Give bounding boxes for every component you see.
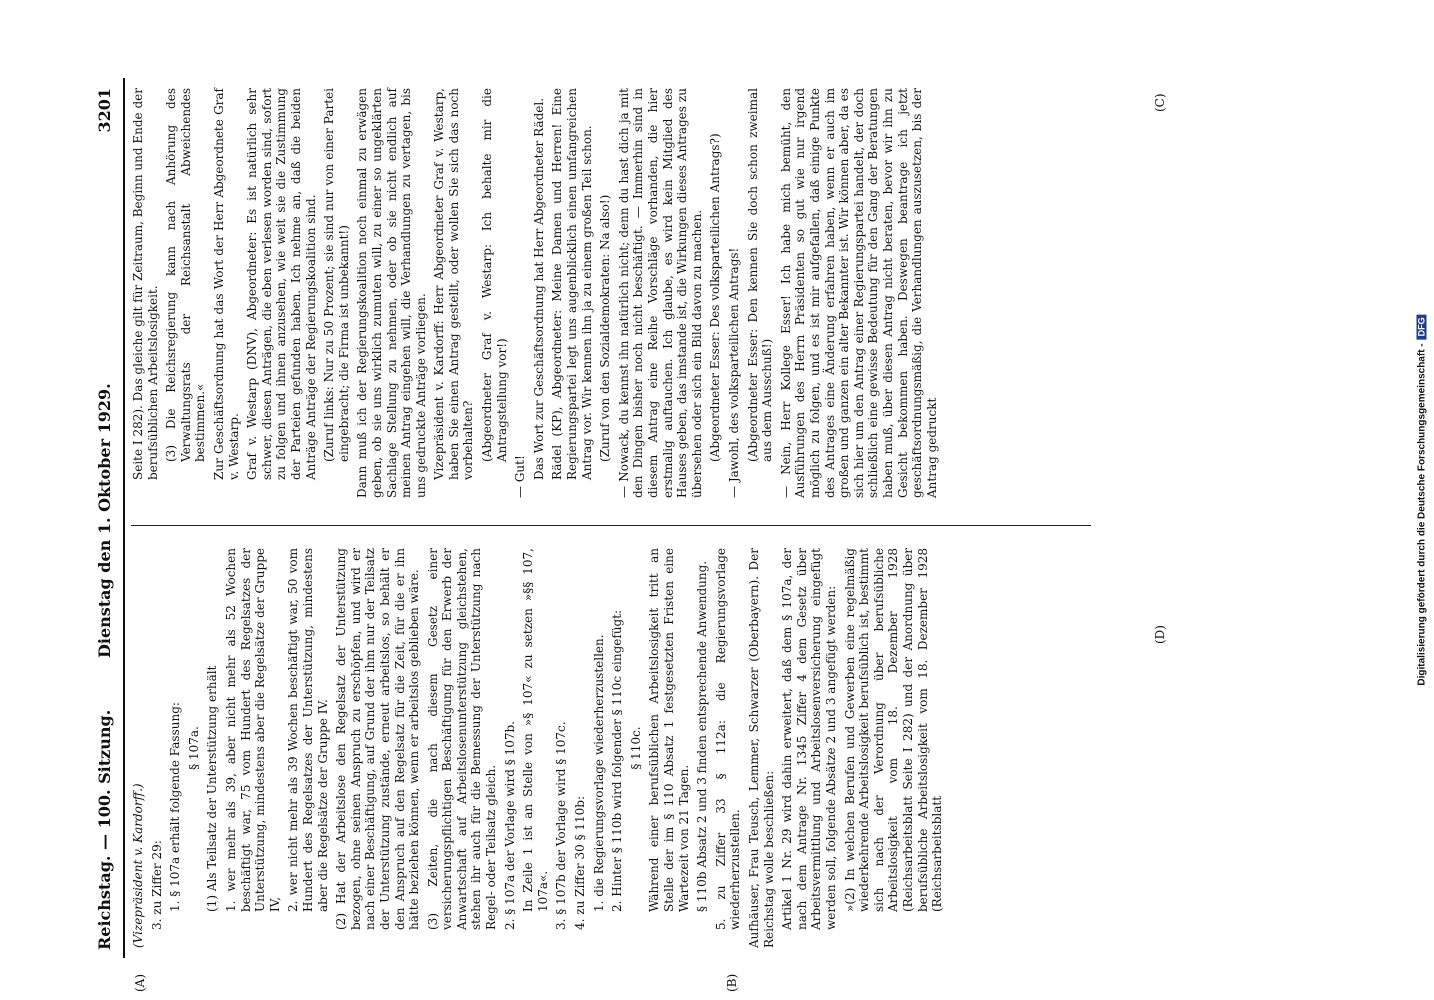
right-column [131,88,943,498]
left-column-paragraph: 1. wer mehr als 39, aber nicht mehr als 52 Wochen beschäftigt war, 75 vom Hundert des Regelsatzes der Unterstützung, mindestens aber die Regelsätze der Gruppe IV, [223,548,282,912]
left-column-paragraph: 1. § 107a erhält folgende Fassung: [168,702,183,912]
rotated-page-content [85,78,1175,992]
margin-mark-b: (B) [725,973,739,992]
left-column-paragraph: 5. zu Ziffer 33 § 112a: die Regierungsvorlage wiederherzustellen. [713,548,743,930]
right-column-paragraph: (3) Die Reichsregierung kann nach Anhörung des Verwaltungsrats der Reichsanstalt Abweichendes bestimmen.« [164,88,208,462]
left-column-paragraph: § 107a. [186,726,201,770]
right-column-paragraph: Das Wort zur Geschäftsordnung hat Herr Abgeordneter Rädel. [531,97,546,480]
left-column-paragraph: 1. die Regierungsvorlage wiederherzustellen. [591,634,606,912]
right-column-paragraph: (Abgeordneter Esser: Des volksparteilichen Antrags?) [708,133,723,462]
right-column-paragraph: Graf v. Westarp (DNV), Abgeordneter: Es ist natürlich sehr schwer, diesen Anträgen, die eben verlesen worden sind, sofort zu folgen und ihnen anzusehen, wie weit sie die Zustimmung der Parteien gefunden haben. Ich nehme an, daß die beiden Anträge Anträge der Regierungskoalition sind. [245,88,318,480]
left-column-paragraph: 4. zu Ziffer 30 § 110b: [573,795,588,930]
dfg-logo: DFG [1417,314,1427,339]
right-column-paragraph: Dann muß ich der Regierungskoalition noch einmal zu erwägen geben, ob sie uns wirklich zumuten will, zu einer so ungeklärten Sachlage Stellung zu nehmen, oder ob sie nicht endlich auf meinen Antrag eingehen will, die Verhandlungen zu vertagen, bis uns gedruckte Anträge vorliegen. [355,88,428,498]
left-column-paragraph: Artikel 1 Nr. 29 wird dahin erweitert, daß dem § 107a, der nach dem Antrage Nr. 1345 Ziffer 4 dem Gesetz über Arbeitsvermittlung und Arbeitslosenversicherung eingefügt werden soll, folgende Absätze 2 und 3 angefügt werden: [780,548,838,930]
right-column-paragraph: Zur Geschäftsordnung hat das Wort der Herr Abgeordnete Graf v. Westarp. [211,88,241,480]
right-column-paragraph: — Jawohl, des volksparteilichen Antrags! [726,247,741,498]
left-column-paragraph: Aufhäuser, Frau Teusch, Lemmer, Schwarzer (Oberbayern). Der Reichstag wolle beschließen: [746,548,776,948]
left-column-paragraph: § 110b Absatz 2 und 3 finden entsprechende Anwendung. [695,560,710,912]
digitization-note [1417,314,1428,685]
left-column-paragraph: (3) Zeiten, die nach diesem Gesetz einer versicherungspflichtigen Beschäftigung für den Erwerb der Anwartschaft auf Arbeitslosenunterstützung gleichstehen, stehen ihr auch für die Bemessung der Unterstützung nach Regel- oder Teilsatz gleich. [425,548,499,930]
left-column-paragraph: § 110c. [628,726,643,770]
right-column-paragraph: — Nein, Herr Kollege Esser! Ich habe mich bemüht, den Ausführungen des Herrn Präsidenten so gut wie nur irgend möglich zu folgen, und es ist mir aufgefallen, daß einige Punkte des Antrages eine Änderung erfahren haben, wenn er auch im großen und ganzen ein alter Bekannter ist. Wir können aber, da es sich hier um den Antrag einer Regierungspartei handelt, der doch schließlich eine gewisse Bedeutung für den Gang der Beratungen haben muß, über diesen Antrag nicht beraten, bevor wir ihn zu Gesicht bekommen haben. Deswegen beantrage ich jetzt geschäftsordnungsmäßig, die Verhandlungen auszusetzen, bis der Antrag gedruckt [778,88,939,498]
right-column-paragraph: Rädel (KP), Abgeordneter: Meine Damen und Herren! Eine Regierungspartei legt uns augenblicklich einen umfangreichen Antrag vor. Wir kennen ihn ja zu einem großen Teil schon. [550,88,594,480]
right-column-paragraph: (Abgeordneter Esser: Den kennen Sie doch schon zweimal aus dem Ausschuß!) [745,88,775,462]
left-column-paragraph: In Zeile 1 ist an Stelle von »§ 107« zu setzen »§§ 107, 107a«. [521,548,550,912]
right-column-paragraph: — Gut! [513,455,528,498]
right-column-paragraph: (Zuruf links: Nur zu 50 Prozent; sie sind nur von einer Partei eingebracht; die Firma ist unbekannt!) [322,88,351,462]
left-column-paragraph: (1) Als Teilsatz der Unterstützung erhält [205,665,220,912]
margin-mark-c: (C) [1153,93,1167,112]
left-column-paragraph: 2. wer nicht mehr als 39 Wochen beschäftigt war, 50 vom Hundert des Regelsatzes der Unterstützung, mindestens aber die Regelsätze der Gruppe IV. [286,548,330,912]
right-column-paragraph: Vizepräsident v. Kardorff: Herr Abgeordneter Graf v. Westarp, haben Sie einen Antrag gestellt, oder wollen Sie sich das noch vorbehalten? [432,88,476,480]
header-date: Dienstag den 1. Oktober 1929. [95,383,114,658]
margin-mark-a: (A) [133,973,147,992]
left-column-paragraph: (2) Hat der Arbeitslose den Regelsatz der Unterstützung bezogen, ohne seinen Anspruch zu erschöpfen, und wird er nach einer Beschäftigung, auf Grund der ihm nur der Teilsatz der Unterstützung zustände, erneut arbeitslos, so behält er den Anspruch auf den Regelsatz für die Zeit, für die er ihn hätte beziehen können, wenn er arbeitslos geblieben wäre. [334,548,422,930]
page-header [85,78,125,958]
right-column-paragraph: (Abgeordneter Graf v. Westarp: Ich behalte mir die Antragstellung vor!) [480,88,509,462]
right-column-paragraph: — Nowack, du kennst ihn natürlich nicht; denn du hast dich ja mit den Dingen bisher noch nicht beschäftigt. — Immerhin sind in diesem Antrag eine Reihe Vorschläge vorhanden, die hier erstmalig auftauchen. Ich glaube, es wird kein Mitglied des Hauses geben, das imstande ist, die Wirkungen dieses Antrages zu übersehen oder sich ein Bild davon zu machen. [616,88,704,498]
page-number: 3201 [95,88,114,133]
header-session: Reichstag. — 100. Sitzung. [95,709,114,950]
margin-mark-d: (D) [1153,625,1167,644]
right-column-paragraph: Seite I 282). Das gleiche gilt für Zeitraum, Beginn und Ende der berufsüblichen Arbeitslosigkeit. [131,88,160,480]
right-column-paragraph: (Zuruf von den Sozialdemokraten: Na also!) [598,194,613,462]
left-column-paragraph: 2. Hinter § 110b wird folgender § 110c eingefügt: [610,609,625,912]
header-rule [123,78,125,958]
left-column [131,548,949,948]
left-column-paragraph: Während einer berufsüblichen Arbeitslosigkeit tritt an Stelle der im § 110 Absatz 1 festgesetzten Fristen eine Wartezeit von 21 Tagen. [647,548,691,912]
column-divider [131,525,1091,526]
left-column-paragraph: (Vizepräsident v. Kardorff.) [131,783,145,948]
left-column-paragraph: 3. zu Ziffer 29: [149,840,164,930]
left-column-paragraph: 2. § 107a der Vorlage wird § 107b. [502,721,517,930]
digitization-note-text: Digitalisierung gefördert durch die Deutsche Forschungsgemeinschaft - [1416,343,1428,686]
left-column-paragraph: 3. § 107b der Vorlage wird § 107c. [554,721,569,930]
left-column-paragraph: »(2) In welchen Berufen und Gewerben eine regelmäßig wiederkehrende Arbeitslosigkeit berufsüblich ist, bestimmt sich nach der Verordnung über berufsübliche Arbeitslosigkeit vom 18. Dezember 1928 (Reichsarbeitsblatt Seite I 282) und der Anordnung über berufsübliche Arbeitslosigkeit vom 18. Dezember 1928 (Reichsarbeitsblatt [842,548,945,912]
